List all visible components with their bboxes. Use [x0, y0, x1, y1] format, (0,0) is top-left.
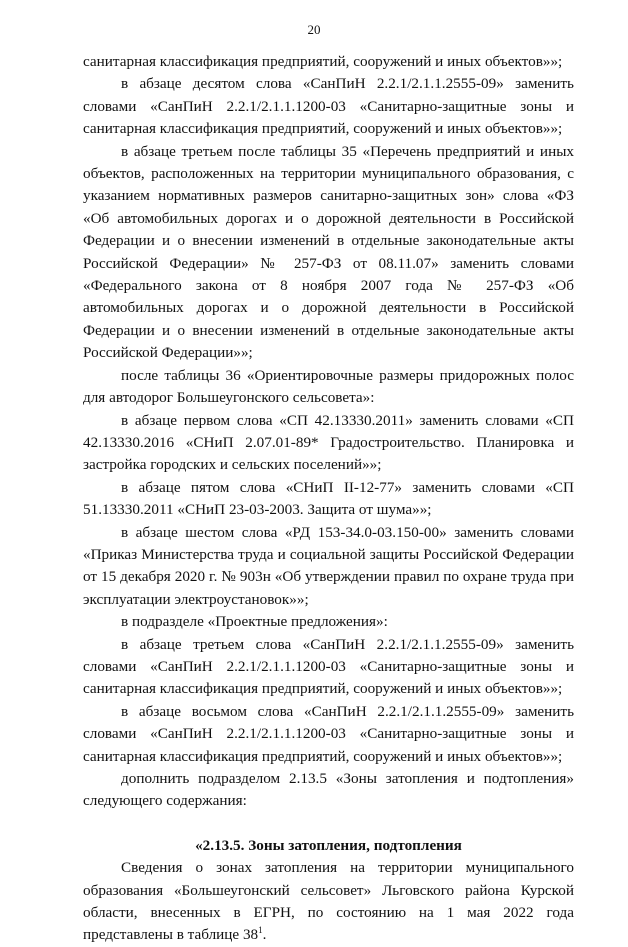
paragraph-abzac-10: в абзаце десятом слова «СанПиН 2.2.1/2.1.1.2555-09» заменить словами «СанПиН 2.2.1/2.1.1.1200-03 «Санитарно-защитные зоны и санитарная классификация предприятий, сооружений и иных объектов»»; [83, 75, 574, 138]
paragraph-after-table-36: после таблицы 36 «Ориентировочные размеры придорожных полос для автодорог Большеугонского сельсовета»: [83, 366, 574, 407]
page-number: 20 [307, 22, 321, 37]
footnote-marker: 1 [258, 925, 263, 936]
paragraph-abzac-5: в абзаце пятом слова «СНиП II-12-77» заменить словами «СП 51.13330.2011 «СНиП 23-03-2003. Защита от шума»»; [83, 478, 574, 519]
section-spacer [83, 813, 574, 835]
paragraph-after-table-35: в абзаце третьем после таблицы 35 «Перечень предприятий и иных объектов, расположенных на территории муниципального образования, с указанием нормативных размеров санитарно-защитных зон» слова «ФЗ «Об автомобильных дорогах и о дорожной деятельности в Российской Федерации и о внесении изменений в отдельные законодательные акты Российской Федерации» № 257-ФЗ от 08.11.07» заменить словами «Федерального закона от 8 ноября 2007 года № 257-ФЗ «Об автомобильных дорогах и о дорожной деятельности в Российской Федерации и о внесении изменений в отдельные законодательные акты Российской Федерации»»; [83, 142, 574, 362]
section-paragraph [83, 857, 574, 947]
paragraph-abzac-6: в абзаце шестом слова «РД 153-34.0-03.150-00» заменить словами «Приказ Министерства труда и социальной защиты Российской Федерации от 15 декабря 2020 г. № 903н «Об утверждении правил по охране труда при эксплуатации электроустановок»»; [83, 523, 574, 608]
section-paragraph-end: . [262, 926, 267, 944]
section-heading: «2.13.5. Зоны затопления, подтопления [195, 836, 462, 854]
paragraph-add-subsection: дополнить подразделом 2.13.5 «Зоны затопления и подтопления» следующего содержания: [83, 770, 574, 810]
paragraph-abzac-1: в абзаце первом слова «СП 42.13330.2011» заменить словами «СП 42.13330.2016 «СНиП 2.07.01-89* Градостроительство. Планировка и застройка городских и сельских поселений»»; [83, 411, 574, 474]
paragraph-subsection-proposals: в подразделе «Проектные предложения»: [121, 613, 388, 631]
paragraph-abzac-3: в абзаце третьем слова «СанПиН 2.2.1/2.1.1.2555-09» заменить словами «СанПиН 2.2.1/2.1.1.1200-03 «Санитарно-защитные зоны и санитарная классификация предприятий, сооружений и иных объектов»»; [83, 635, 574, 698]
paragraph-abzac-8: в абзаце восьмом слова «СанПиН 2.2.1/2.1.1.2555-09» заменить словами «СанПиН 2.2.1/2.1.1.1200-03 «Санитарно-защитные зоны и санитарная классификация предприятий, сооружений и иных объектов»»; [83, 702, 574, 765]
paragraph-continuation: санитарная классификация предприятий, сооружений и иных объектов»»; [83, 53, 563, 70]
section-paragraph-text: Сведения о зонах затопления на территории муниципального образования «Большеугонский сельсовет» Льговского района Курской области, внесенных в ЕГРН, по состоянию на 1 мая 2022 года представлены в таблице 38 [83, 859, 574, 944]
document-body [83, 51, 574, 947]
